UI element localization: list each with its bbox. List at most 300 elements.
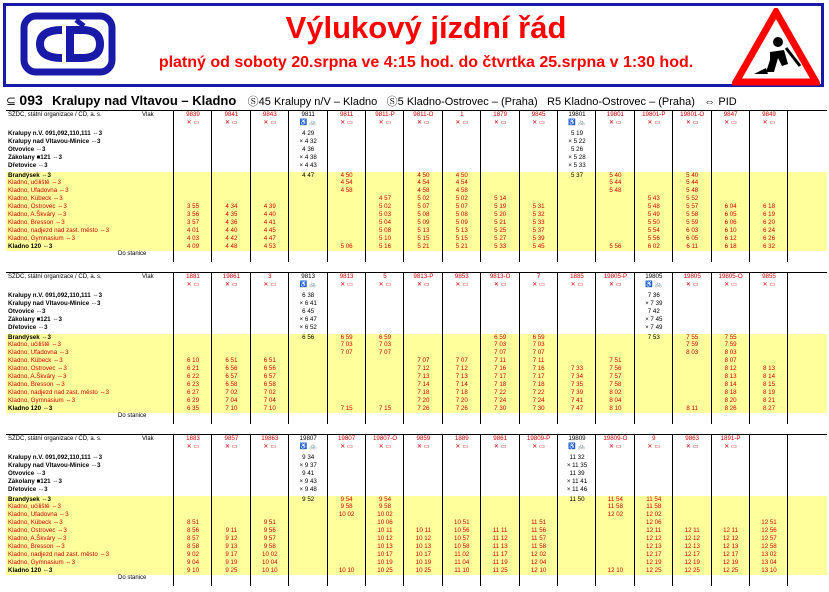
- departure-time: 8 13: [762, 365, 776, 373]
- train-number: 19809: [568, 435, 586, 442]
- departure-time: 11 39: [569, 469, 585, 477]
- departure-time: 12 19: [722, 558, 739, 566]
- departure-time: 5 07: [417, 203, 430, 211]
- departure-time: 5 25: [494, 226, 507, 234]
- train-number: 1879: [493, 111, 508, 118]
- org-label: SŽDC, státní organizace / ČD, a. s.: [8, 436, 102, 442]
- org-label: SŽDC, státní organizace / ČD, a. s.: [8, 112, 102, 118]
- departure-time: 8 57: [186, 535, 200, 542]
- departure-time: 8 58: [186, 542, 200, 550]
- station-name: Otvovice ⇔3: [8, 469, 46, 477]
- departure-time: 7 30: [532, 404, 545, 412]
- timetable-row: [6, 292, 827, 300]
- bike-bus-icon: ♿ 🚲: [299, 443, 317, 450]
- departure-time: 8 03: [686, 349, 699, 357]
- timetable-row: [6, 486, 827, 494]
- column-rule: [327, 272, 328, 424]
- departure-time: 10 17: [415, 550, 432, 558]
- departure-time: 9 51: [263, 519, 276, 527]
- departure-time: 7 41: [570, 396, 584, 404]
- departure-time: 6 45: [302, 307, 315, 315]
- departure-time: 6 11: [686, 242, 698, 250]
- station-name: Kladno, učiliště ⇔3: [8, 179, 61, 187]
- bike-bus-icon: ✕ ▭: [724, 443, 737, 450]
- column-rule: [250, 272, 251, 424]
- departure-time: 7 51: [609, 357, 622, 365]
- departure-time: 7 30: [494, 404, 507, 412]
- departure-time: 5 15: [417, 234, 430, 242]
- bike-bus-icon: ✕ ▭: [609, 281, 622, 288]
- departure-time: 11 32: [569, 454, 585, 461]
- train-number: 9843: [262, 111, 277, 118]
- departure-time: 6 03: [686, 226, 699, 234]
- departure-time: 4 48: [225, 242, 238, 250]
- departure-time: 12 25: [646, 566, 662, 574]
- station-name: Kladno, Bresson ⇔3: [8, 542, 65, 550]
- timetable-row: [6, 405, 827, 413]
- departure-time: 5 56: [609, 242, 622, 250]
- departure-time: 7 07: [417, 357, 430, 365]
- timetable-row: [6, 324, 827, 332]
- bike-bus-icon: ✕ ▭: [186, 443, 200, 450]
- train-number: 9863: [685, 435, 700, 442]
- station-name: Dřetovice ⇔3: [8, 323, 48, 331]
- departure-time: 5 59: [686, 218, 699, 226]
- train-number: 19801-O: [680, 111, 705, 118]
- timetable-row: [6, 227, 827, 235]
- departure-time: 6 18: [762, 203, 776, 211]
- timetable-row: [6, 243, 827, 251]
- train-number: 9859: [416, 435, 431, 442]
- departure-time: 5 40: [686, 171, 699, 179]
- timetable-row: [6, 454, 827, 462]
- timetable-row: [6, 357, 827, 365]
- departure-time: 5 02: [455, 195, 468, 203]
- departure-time: 5 58: [686, 211, 699, 218]
- departure-time: 4 34: [225, 203, 238, 211]
- vlak-label: Vlak: [142, 436, 154, 442]
- departure-time: 10 12: [415, 535, 432, 542]
- departure-time: 5 49: [647, 211, 660, 218]
- train-symbols-row: [6, 281, 827, 289]
- train-number: 19861: [222, 273, 240, 280]
- timetable-row: [6, 195, 827, 203]
- departure-time: 8 07: [724, 357, 737, 365]
- departure-time: 4 50: [455, 171, 468, 179]
- column-rule: [480, 434, 481, 586]
- departure-time: 7 14: [417, 380, 430, 388]
- departure-time: 6 26: [762, 234, 776, 242]
- bike-bus-icon: ✕ ▭: [378, 443, 392, 450]
- departure-time: 6 06: [724, 218, 737, 226]
- station-name: Kladno, Gymnasium ⇔3: [8, 234, 76, 242]
- departure-time: 5 15: [455, 234, 468, 242]
- station-name: Kladno, A.Škváry ⇔3: [8, 373, 67, 380]
- departure-time: 4 47: [302, 171, 315, 179]
- departure-time: 5 44: [686, 179, 699, 187]
- bike-bus-icon: ✕ ▭: [685, 119, 699, 126]
- departure-time: 7 10: [263, 404, 276, 412]
- train-number: 19809-O: [603, 435, 628, 442]
- column-rule: [711, 434, 712, 586]
- timetable-section: [6, 434, 827, 592]
- station-name: Kladno, A.Škváry ⇔3: [8, 535, 67, 542]
- column-rule: [288, 434, 289, 586]
- departure-time: 9 56: [263, 527, 276, 535]
- departure-time: 5 39: [532, 234, 545, 242]
- departure-time: × 11 35: [566, 461, 588, 469]
- departure-time: 5 40: [609, 171, 622, 179]
- train-number: 9845: [531, 111, 546, 118]
- timetable-section: [6, 272, 827, 432]
- station-name: Kladno, Gymnasium ⇔3: [8, 396, 76, 404]
- bike-bus-icon: ✕ ▭: [685, 443, 699, 450]
- column-rule: [672, 434, 673, 586]
- departure-time: 4 57: [378, 195, 392, 203]
- departure-time: 11 19: [492, 558, 508, 566]
- departure-time: 6 57: [263, 373, 276, 380]
- departure-time: 6 27: [186, 388, 200, 396]
- departure-time: 10 57: [454, 535, 470, 542]
- train-number: 1891-P: [720, 435, 741, 442]
- departure-time: 11 57: [531, 535, 547, 542]
- column-rule: [557, 272, 558, 424]
- bike-bus-icon: ✕ ▭: [724, 119, 737, 126]
- departure-time: 8 13: [724, 373, 737, 380]
- departure-time: 12 25: [684, 566, 700, 574]
- departure-time: 4 42: [225, 234, 238, 242]
- departure-time: 4 54: [417, 179, 430, 187]
- timetable-row: [6, 138, 827, 146]
- bike-bus-icon: ♿ 🚲: [568, 119, 586, 126]
- station-name: Kladno, nadjezd nad zast. město ⇔3: [8, 550, 110, 558]
- departure-time: 4 41: [263, 218, 276, 226]
- departure-time: 9 12: [225, 535, 238, 542]
- station-name: Kladno 120 ⇔3: [8, 242, 53, 250]
- column-rule: [595, 434, 596, 586]
- column-rule: [749, 272, 750, 424]
- column-rule: [711, 110, 712, 262]
- departure-time: 7 59: [686, 341, 699, 349]
- bike-bus-icon: ✕ ▭: [263, 443, 277, 450]
- departure-time: 10 25: [377, 566, 393, 574]
- departure-time: 12 17: [684, 550, 700, 558]
- departure-time: 4 58: [455, 187, 468, 195]
- departure-time: × 7 45: [645, 315, 663, 323]
- timetable-row: [6, 219, 827, 227]
- departure-time: 9 04: [186, 558, 200, 566]
- timetable-row: [6, 308, 827, 316]
- departure-time: × 9 48: [299, 485, 317, 493]
- column-rule: [480, 110, 481, 262]
- departure-time: 12 12: [684, 535, 700, 542]
- departure-time: 6 22: [186, 373, 200, 380]
- departure-time: 7 07: [340, 349, 353, 357]
- train-number: 9857: [224, 435, 239, 442]
- bike-bus-icon: ✕ ▭: [685, 281, 699, 288]
- bike-bus-icon: ✕ ▭: [609, 119, 622, 126]
- departure-time: 7 58: [609, 380, 622, 388]
- departure-time: 7 24: [532, 396, 545, 404]
- departure-time: 5 21: [455, 242, 468, 250]
- departure-time: 5 19: [570, 130, 584, 137]
- departure-time: 10 12: [377, 535, 393, 542]
- departure-time: 4 09: [186, 242, 200, 250]
- departure-time: 11 58: [531, 542, 547, 550]
- departure-time: × 5 33: [568, 161, 586, 169]
- column-rule: [672, 110, 673, 262]
- departure-time: 9 10: [186, 566, 200, 574]
- bike-bus-icon: ✕ ▭: [647, 443, 661, 450]
- departure-time: 11 11: [492, 527, 508, 535]
- departure-time: 9 58: [378, 503, 392, 511]
- timetable-row: [6, 519, 827, 527]
- departure-time: 5 48: [609, 187, 622, 195]
- departure-time: 10 25: [415, 566, 432, 574]
- departure-time: 12 25: [722, 566, 739, 574]
- departure-time: 10 06: [377, 519, 393, 527]
- departure-time: 11 54: [607, 495, 623, 503]
- do-stanice-label: Do stanice: [118, 574, 147, 581]
- train-number: 9811-P: [375, 111, 395, 118]
- timetable-row: [6, 559, 827, 567]
- timetable-row: [6, 162, 827, 170]
- departure-time: 7 18: [494, 380, 507, 388]
- departure-time: 5 52: [686, 195, 699, 203]
- departure-time: 7 13: [455, 373, 468, 380]
- departure-time: 6 56: [263, 365, 276, 373]
- column-rule: [557, 434, 558, 586]
- departure-time: × 5 22: [568, 137, 586, 145]
- departure-time: 10 11: [377, 527, 393, 535]
- column-rule: [442, 110, 443, 262]
- departure-time: 6 58: [263, 380, 276, 388]
- train-number: 19863: [261, 435, 279, 442]
- departure-time: 4 47: [263, 234, 276, 242]
- train-number: 1883: [186, 435, 200, 442]
- departure-time: 7 15: [340, 404, 353, 412]
- column-rule: [519, 110, 520, 262]
- departure-time: 7 12: [455, 365, 468, 373]
- departure-time: 12 11: [684, 527, 700, 535]
- train-number: 19805-P: [603, 273, 628, 280]
- departure-time: 6 04: [724, 203, 737, 211]
- departure-time: 7 13: [417, 373, 430, 380]
- column-rule: [634, 110, 635, 262]
- timetable-row: [6, 316, 827, 324]
- departure-time: 10 58: [454, 542, 470, 550]
- departure-time: 11 50: [569, 495, 585, 503]
- train-number: 9813-P: [413, 273, 434, 280]
- departure-time: 7 20: [455, 396, 468, 404]
- departure-time: 5 33: [532, 218, 545, 226]
- timetable-row: [6, 462, 827, 470]
- departure-time: 5 06: [340, 242, 353, 250]
- departure-time: 12 12: [722, 535, 739, 542]
- route-s45: Ⓢ45 Kralupy n/V – Kladno: [247, 96, 378, 108]
- train-number-row: [6, 111, 827, 119]
- departure-time: 7 22: [494, 388, 507, 396]
- station-name: Kladno, učiliště ⇔3: [8, 503, 61, 511]
- station-name: Kladno 120 ⇔3: [8, 404, 53, 412]
- departure-time: 4 35: [225, 211, 238, 218]
- departure-time: 5 08: [455, 211, 468, 218]
- station-name: Zákolany ■121 ⇔3: [8, 153, 62, 161]
- column-rule: [211, 110, 212, 262]
- departure-time: 6 05: [724, 211, 737, 218]
- departure-time: 7 17: [494, 373, 507, 380]
- departure-time: 10 51: [454, 519, 470, 527]
- column-rule: [250, 434, 251, 586]
- departure-time: 6 10: [724, 226, 737, 234]
- station-name: Kladno, A.Škváry ⇔3: [8, 211, 67, 218]
- train-number: 9861: [493, 435, 508, 442]
- timetable-row: [6, 365, 827, 373]
- station-name: Kralupy nad Vltavou-Minice ⇔3: [8, 299, 101, 307]
- bike-bus-icon: ✕ ▭: [263, 119, 277, 126]
- departure-time: 6 59: [532, 333, 545, 341]
- bike-bus-icon: ✕ ▭: [762, 119, 776, 126]
- departure-time: × 6 41: [299, 299, 317, 307]
- departure-time: 5 07: [455, 203, 468, 211]
- column-rule: [519, 434, 520, 586]
- bike-bus-icon: ✕ ▭: [532, 443, 545, 450]
- departure-time: × 6 47: [299, 315, 317, 323]
- departure-time: 12 02: [530, 550, 547, 558]
- departure-time: 6 57: [225, 373, 238, 380]
- departure-time: 5 04: [378, 218, 392, 226]
- departure-time: 8 19: [762, 388, 776, 396]
- station-name: Kladno, Bresson ⇔3: [8, 218, 65, 226]
- departure-time: 5 43: [647, 195, 660, 203]
- page-title: Výlukový jízdní řád: [285, 10, 567, 45]
- departure-time: 8 14: [724, 380, 737, 388]
- train-number-row: [6, 435, 827, 443]
- timetable-row: [6, 187, 827, 195]
- bike-bus-icon: ✕ ▭: [493, 443, 507, 450]
- train-number: 9847: [723, 111, 738, 118]
- timetable-row: [6, 470, 827, 478]
- departure-time: 7 11: [494, 357, 506, 365]
- departure-time: 7 18: [455, 388, 468, 396]
- departure-time: 3 55: [186, 203, 200, 211]
- station-name: Kralupy n.V. 091,092,110,111 ⇔3: [8, 130, 103, 137]
- bike-bus-icon: ✕ ▭: [378, 119, 392, 126]
- departure-time: 7 55: [724, 333, 737, 341]
- departure-time: 9 11: [225, 527, 238, 535]
- departure-time: 7 07: [455, 357, 468, 365]
- departure-time: 12 58: [761, 542, 777, 550]
- timetable-row: [6, 389, 827, 397]
- column-rule: [327, 434, 328, 586]
- departure-time: 7 59: [724, 341, 737, 349]
- timetable-row: [6, 235, 827, 243]
- departure-time: 3 57: [186, 218, 200, 226]
- departure-time: 12 13: [722, 542, 739, 550]
- departure-time: 6 58: [225, 380, 238, 388]
- departure-time: 4 39: [263, 203, 276, 211]
- departure-time: 8 21: [762, 396, 776, 404]
- bike-bus-icon: ✕ ▭: [263, 281, 277, 288]
- departure-time: 5 26: [570, 145, 584, 153]
- station-name: Zákolany ■121 ⇔3: [8, 477, 62, 485]
- departure-time: 12 13: [646, 542, 662, 550]
- column-rule: [173, 272, 174, 424]
- do-stanice-label: Do stanice: [118, 250, 147, 257]
- departure-time: 4 40: [263, 211, 276, 218]
- departure-time: 5 10: [378, 234, 392, 242]
- departure-time: 7 07: [494, 349, 507, 357]
- departure-time: 12 02: [607, 511, 624, 519]
- departure-time: 6 20: [762, 218, 776, 226]
- column-rule: [327, 110, 328, 262]
- timetable-row: [6, 334, 827, 342]
- do-stanice-label: Do stanice: [118, 412, 147, 419]
- departure-time: 11 51: [531, 519, 547, 527]
- column-rule: [711, 272, 712, 424]
- departure-time: × 4 38: [299, 153, 317, 161]
- departure-time: 5 21: [417, 242, 430, 250]
- departure-time: 7 16: [532, 365, 545, 373]
- departure-time: 12 17: [646, 550, 662, 558]
- train-number: 9811: [301, 111, 315, 118]
- timetable-row: [6, 503, 827, 511]
- station-name: Kralupy n.V. 091,092,110,111 ⇔3: [8, 292, 103, 299]
- departure-time: 10 10: [262, 566, 278, 574]
- bike-bus-icon: ✕ ▭: [455, 281, 469, 288]
- bike-bus-icon: ✕ ▭: [225, 443, 238, 450]
- departure-time: 7 39: [570, 388, 584, 396]
- departure-time: 8 15: [762, 380, 776, 388]
- timetable-row: [6, 381, 827, 389]
- departure-time: 9 57: [263, 535, 276, 542]
- column-rule: [557, 110, 558, 262]
- station-name: Kladno, Bresson ⇔3: [8, 380, 65, 388]
- station-name: Kladno, Ostrovec ⇔3: [8, 527, 67, 535]
- departure-time: 5 02: [378, 203, 392, 211]
- bike-bus-icon: ✕ ▭: [724, 281, 737, 288]
- column-rule: [403, 110, 404, 262]
- departure-time: 6 05: [686, 234, 699, 242]
- station-name: Brandýsek ⇔3: [8, 333, 51, 341]
- column-rule: [787, 434, 788, 586]
- departure-time: 4 50: [417, 171, 430, 179]
- bike-bus-icon: ✕ ▭: [417, 281, 430, 288]
- departure-time: 5 16: [378, 242, 392, 250]
- timetable-row: [6, 373, 827, 381]
- bike-bus-icon: ✕ ▭: [186, 281, 200, 288]
- departure-time: 11 17: [492, 550, 508, 558]
- timetable-section: [6, 110, 827, 270]
- departure-time: 9 17: [225, 550, 238, 558]
- departure-time: 8 56: [186, 527, 200, 535]
- bike-bus-icon: ✕ ▭: [225, 281, 238, 288]
- bike-bus-icon: ✕ ▭: [340, 443, 353, 450]
- bike-bus-icon: ✕ ▭: [762, 281, 776, 288]
- train-number: 19807: [299, 435, 317, 442]
- bike-bus-icon: ♿ 🚲: [299, 119, 317, 126]
- station-name: Kladno, Ostrovec ⇔3: [8, 203, 67, 211]
- departure-time: 8 18: [724, 388, 737, 396]
- train-number: 9853: [454, 273, 469, 280]
- bike-bus-icon: ♿ 🚲: [568, 443, 586, 450]
- departure-time: 11 25: [492, 566, 508, 574]
- departure-time: 9 54: [340, 495, 353, 503]
- departure-time: 4 36: [225, 218, 238, 226]
- departure-time: 4 58: [340, 187, 353, 195]
- departure-time: 7 02: [263, 388, 276, 396]
- departure-time: 6 59: [494, 333, 507, 341]
